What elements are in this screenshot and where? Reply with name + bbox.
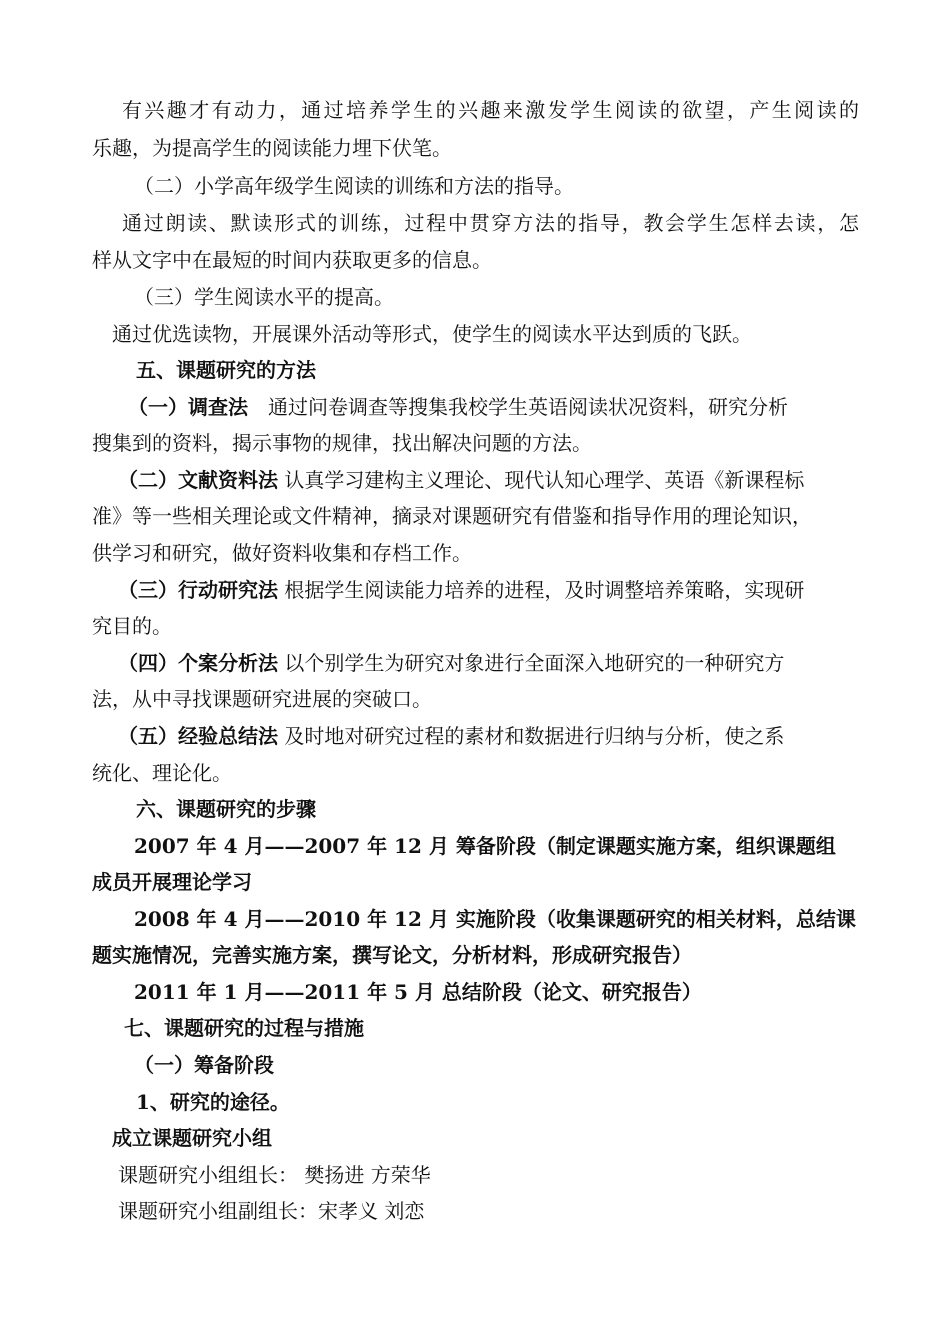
subsection-heading: 成立课题研究小组 bbox=[112, 1126, 272, 1150]
method-title: （五）经验总结法 bbox=[118, 724, 278, 748]
method-line: （一）调查法 通过问卷调查等搜集我校学生英语阅读状况资料，研究分析 bbox=[128, 395, 788, 419]
method-title: （一）调查法 bbox=[128, 395, 248, 419]
schedule-line: 成员开展理论学习 bbox=[92, 870, 252, 894]
method-line: （二）文献资料法 认真学习建构主义理论、现代认知心理学、英语《新课程标 bbox=[118, 468, 805, 492]
member-line: 课题研究小组组长： 樊扬进 方荣华 bbox=[118, 1163, 431, 1187]
paragraph-line: 统化、理论化。 bbox=[92, 761, 232, 785]
paragraph-line: 样从文字中在最短的时间内获取更多的信息。 bbox=[92, 248, 492, 272]
section-subheading: （三）学生阅读水平的提高。 bbox=[134, 285, 394, 309]
subsection-heading: 1、研究的途径。 bbox=[136, 1090, 290, 1114]
subsection-heading: （一）筹备阶段 bbox=[134, 1053, 274, 1077]
paragraph-line: 有兴趣才有动力，通过培养学生的兴趣来激发学生阅读的欲望，产生阅读的 bbox=[122, 98, 859, 122]
section-heading: 五、课题研究的方法 bbox=[136, 358, 316, 382]
method-line: （四）个案分析法 以个别学生为研究对象进行全面深入地研究的一种研究方 bbox=[118, 651, 785, 675]
schedule-line: 2007 年 4 月——2007 年 12 月 筹备阶段（制定课题实施方案，组织课题组 bbox=[134, 834, 836, 858]
method-line: （三）行动研究法 根据学生阅读能力培养的进程，及时调整培养策略，实现研 bbox=[118, 578, 805, 602]
paragraph-line: 准》等一些相关理论或文件精神，摘录对课题研究有借鉴和指导作用的理论知识， bbox=[92, 504, 812, 528]
section-subheading: （二）小学高年级学生阅读的训练和方法的指导。 bbox=[134, 174, 574, 198]
schedule-line: 2008 年 4 月——2010 年 12 月 实施阶段（收集课题研究的相关材料，总结课 bbox=[134, 907, 856, 931]
paragraph-line: 通过优选读物，开展课外活动等形式，使学生的阅读水平达到质的飞跃。 bbox=[112, 322, 752, 346]
method-line: （五）经验总结法 及时地对研究过程的素材和数据进行归纳与分析，使之系 bbox=[118, 724, 785, 748]
paragraph-line: 究目的。 bbox=[92, 614, 172, 638]
method-title: （二）文献资料法 bbox=[118, 468, 278, 492]
paragraph-line: 通过朗读、默读形式的训练，过程中贯穿方法的指导，教会学生怎样去读，怎 bbox=[122, 211, 859, 235]
section-heading: 七、课题研究的过程与措施 bbox=[124, 1016, 364, 1040]
paragraph-line: 乐趣，为提高学生的阅读能力埋下伏笔。 bbox=[92, 136, 452, 160]
member-line: 课题研究小组副组长：宋孝义 刘恋 bbox=[118, 1199, 425, 1223]
schedule-line: 2011 年 1 月——2011 年 5 月 总结阶段（论文、研究报告） bbox=[134, 980, 702, 1004]
method-title: （四）个案分析法 bbox=[118, 651, 278, 675]
method-title: （三）行动研究法 bbox=[118, 578, 278, 602]
paragraph-line: 搜集到的资料，揭示事物的规律，找出解决问题的方法。 bbox=[92, 431, 592, 455]
schedule-line: 题实施情况，完善实施方案，撰写论文，分析材料，形成研究报告） bbox=[92, 943, 692, 967]
paragraph-line: 法，从中寻找课题研究进展的突破口。 bbox=[92, 687, 432, 711]
section-heading: 六、课题研究的步骤 bbox=[136, 797, 316, 821]
paragraph-line: 供学习和研究，做好资料收集和存档工作。 bbox=[92, 541, 472, 565]
